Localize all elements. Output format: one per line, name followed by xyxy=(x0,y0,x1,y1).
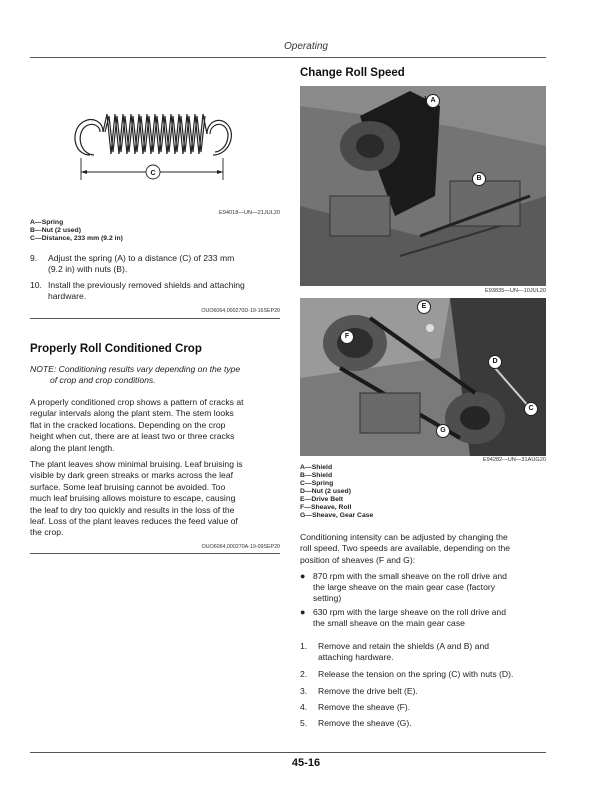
step-text-line1: Install the previously removed shields and attaching xyxy=(48,280,245,290)
spring-figure-id: E94018—UN—21JUL20 xyxy=(219,210,280,216)
step-10 xyxy=(30,280,280,304)
bullet-line: the small sheave on the main gear case xyxy=(313,618,465,628)
photo-captions xyxy=(300,464,373,520)
paragraph-conditioning-intensity xyxy=(300,532,550,566)
caption-c: C—Spring xyxy=(300,480,334,487)
photo2-callout-d: D xyxy=(488,355,502,369)
step-9 xyxy=(30,253,280,277)
reference-id-1: OUO6064,000270D-19-16SEP20 xyxy=(201,308,280,314)
step-text-line1: Remove and retain the shields (A and B) and xyxy=(318,641,490,651)
section-title-properly-roll-conditioned-crop: Properly Roll Conditioned Crop xyxy=(30,343,202,355)
step-number: 4. xyxy=(300,702,308,712)
step-text-line2: (9.2 in) with nuts (B). xyxy=(48,264,128,274)
caption-e: E—Drive Belt xyxy=(300,496,344,503)
step-text-line1: Remove the sheave (G). xyxy=(318,718,412,728)
bullet-line: 630 rpm with the large sheave on the roll drive and xyxy=(313,607,506,617)
footer-divider xyxy=(30,752,546,753)
bullet-line: setting) xyxy=(313,593,342,603)
caption-a: A—Spring xyxy=(30,219,64,226)
bullet-line: 870 rpm with the small sheave on the roll drive and xyxy=(313,571,507,581)
photo1-callout-b: B xyxy=(472,172,486,186)
step-text-line1: Adjust the spring (A) to a distance (C) of 233 mm xyxy=(48,253,235,263)
step-number: 5. xyxy=(300,718,308,728)
paragraph-line: position of sheaves (F and G): xyxy=(300,554,416,565)
photo2-callout-g: G xyxy=(436,424,450,438)
step-text-line1: Remove the sheave (F). xyxy=(318,702,411,712)
photo2-callout-e: E xyxy=(417,300,431,314)
step-2 xyxy=(300,669,550,681)
page-number: 45-16 xyxy=(291,757,321,769)
photo2-figure-id: E94282—UN—31AUG20 xyxy=(482,457,546,463)
section-divider xyxy=(30,318,280,319)
step-number: 3. xyxy=(300,686,308,696)
note-line2: of crop and crop conditions. xyxy=(50,375,156,385)
paragraph-line: much leaf bruising allows moisture to escape, causing xyxy=(30,493,236,504)
caption-b: B—Nut (2 used) xyxy=(30,227,81,234)
paragraph-line: the leaf to dry too quickly and results in the loss of the xyxy=(30,504,235,515)
paragraph-crack-pattern xyxy=(30,397,282,454)
caption-f: F—Sheave, Roll xyxy=(300,504,352,511)
callout-c-label: C xyxy=(150,170,156,177)
step-text-line1: Remove the drive belt (E). xyxy=(318,686,418,696)
step-4 xyxy=(300,702,550,714)
paragraph-line: Conditioning intensity can be adjusted by changing the xyxy=(300,532,508,542)
photo-shields xyxy=(300,86,546,286)
paragraph-leaf-bruising xyxy=(30,459,282,539)
step-text-line1: Release the tension on the spring (C) with nuts (D). xyxy=(318,669,514,679)
reference-id-2: OUO6064,000270A-19-09SEP20 xyxy=(201,544,280,550)
paragraph-line: The plant leaves show minimal bruising. Leaf bruising is xyxy=(30,459,243,469)
step-number: 9. xyxy=(30,253,38,263)
photo1-callout-a: A xyxy=(426,94,440,108)
photo-sheaves xyxy=(300,298,546,456)
caption-b: B—Shield xyxy=(300,472,333,479)
bullet-dot: ● xyxy=(300,607,306,617)
caption-d: D—Nut (2 used) xyxy=(300,488,351,495)
paragraph-line: regular intervals along the plant stem. The stem looks xyxy=(30,408,234,419)
step-text-line2: hardware. xyxy=(48,291,87,301)
photo1-figure-id: E93835—UN—10JUL20 xyxy=(485,288,546,294)
spring-illustration xyxy=(45,100,245,190)
section-divider xyxy=(30,553,280,554)
bullet-630-rpm xyxy=(300,607,550,631)
photo-sheaves-drawing xyxy=(300,298,546,456)
step-5 xyxy=(300,718,550,730)
paragraph-line: leaf. Loss of the plant leaves reduces the feed value of xyxy=(30,516,238,527)
step-text-line2: attaching hardware. xyxy=(318,652,394,662)
caption-c: C—Distance, 233 mm (9.2 in) xyxy=(30,235,123,242)
step-3 xyxy=(300,686,550,698)
bullet-dot: ● xyxy=(300,571,306,581)
step-number: 1. xyxy=(300,641,308,651)
paragraph-line: flat in the cracked locations. Depending on the crop xyxy=(30,419,226,430)
step-number: 2. xyxy=(300,669,308,679)
paragraph-line: roll speed. Two speeds are available, depending on the xyxy=(300,543,511,554)
paragraph-line: visible by dark green streaks or marks across the leaf xyxy=(30,470,233,481)
paragraph-line: height when cut, there are at least two or three cracks xyxy=(30,431,235,442)
header-divider xyxy=(30,57,546,58)
photo2-callout-f: F xyxy=(340,330,354,344)
paragraph-line: surface. Some leaf bruising cannot be avoided. Too xyxy=(30,481,226,492)
caption-a: A—Shield xyxy=(300,464,333,471)
photo2-callout-c: C xyxy=(524,402,538,416)
paragraph-line: A properly conditioned crop shows a pattern of cracks at xyxy=(30,397,244,407)
spring-captions xyxy=(30,219,123,243)
bullet-870-rpm xyxy=(300,571,550,605)
paragraph-line: along the plant length. xyxy=(30,442,115,453)
photo-shields-drawing xyxy=(300,86,546,286)
caption-g: G—Sheave, Gear Case xyxy=(300,512,374,519)
page-header-title: Operating xyxy=(284,41,328,52)
section-title-change-roll-speed: Change Roll Speed xyxy=(300,67,405,79)
step-1 xyxy=(300,641,550,665)
paragraph-line: the crop. xyxy=(30,527,64,538)
step-number: 10. xyxy=(30,280,42,290)
bullet-line: the large sheave on the main gear case (factory xyxy=(313,582,496,592)
note-line1: NOTE: Conditioning results vary depending on the type xyxy=(30,364,241,374)
